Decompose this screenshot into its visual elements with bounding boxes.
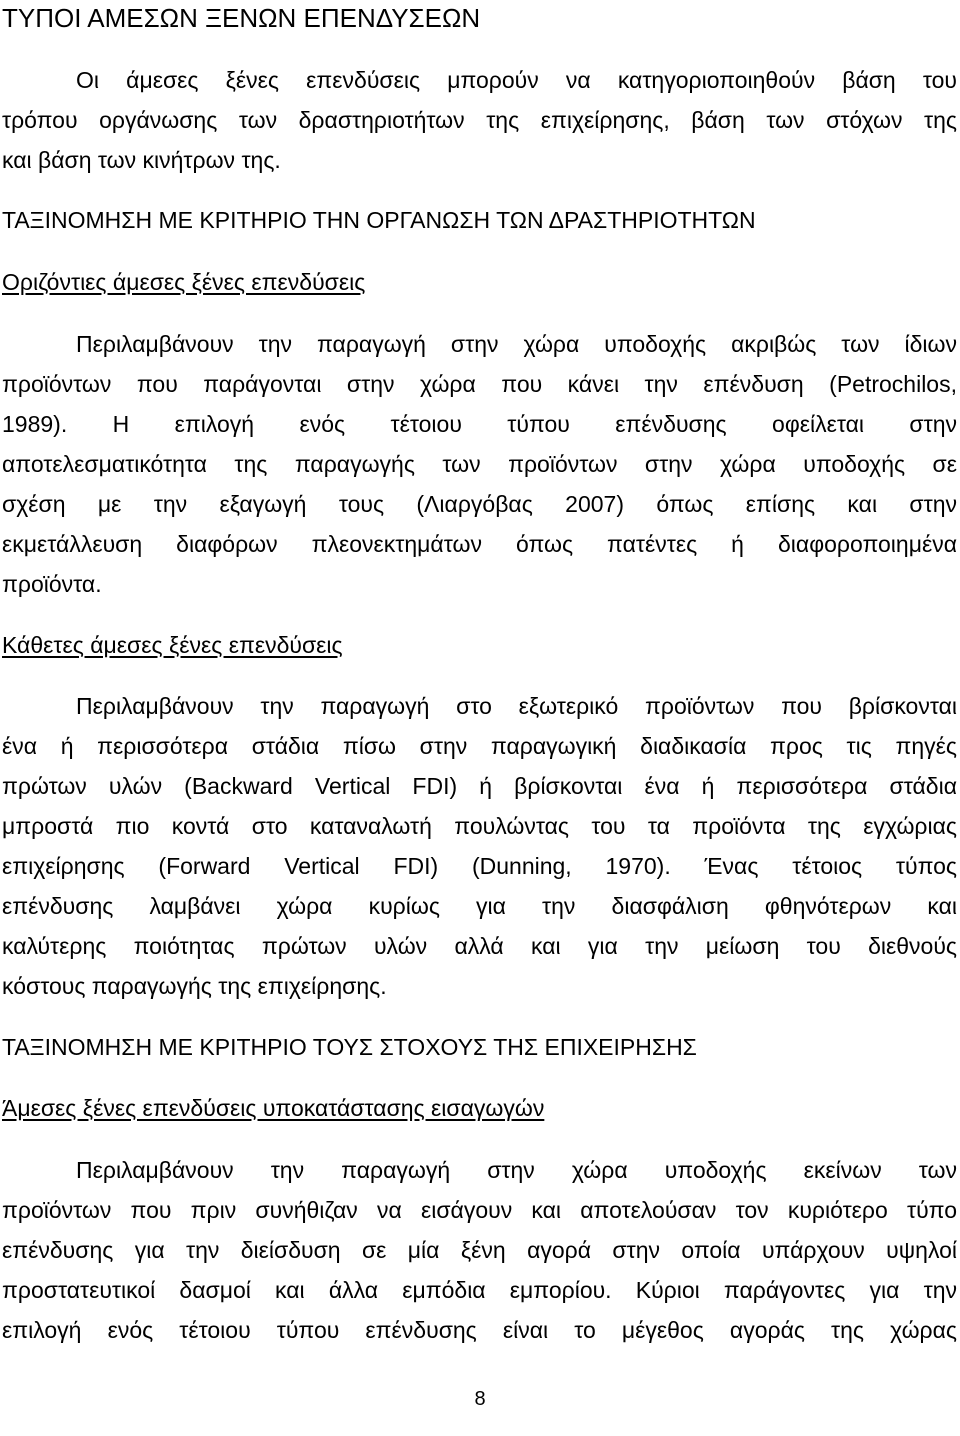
subsection-title-block <box>2 625 957 665</box>
subsection-title: Άμεσες ξένες επενδύσεις υποκατάστασης εισαγωγών <box>2 1095 545 1121</box>
paragraph-line: μπροστά πιο κοντά στο καταναλωτή πουλώντας του τα προϊόντα της εγχώριας <box>2 813 957 839</box>
paragraph-line: προϊόντων που παράγονται στην χώρα που κάνει την επένδυση (Petrochilos, <box>2 371 957 397</box>
paragraph-line: πρώτων υλών (Backward Vertical FDI) ή βρίσκονται ένα ή περισσότερα στάδια <box>2 773 957 799</box>
subsection-title: Κάθετες άμεσες ξένες επενδύσεις <box>2 632 343 658</box>
paragraph-line: Οι άμεσες ξένες επενδύσεις μπορούν να κατηγοριοποιηθούν βάση του <box>76 67 957 93</box>
paragraph-line: σχέση με την εξαγωγή τους (Λιαργόβας 2007) όπως επίσης και στην <box>2 491 957 517</box>
paragraph-line: επένδυσης για την διείσδυση σε μία ξένη αγορά στην οποία υπάρχουν υψηλοί <box>2 1237 957 1263</box>
section-heading: ΤΑΞΙΝΟΜΗΣΗ ΜΕ ΚΡΙΤΗΡΙΟ ΤΗΝ ΟΡΓΑΝΩΣΗ ΤΩΝ ΔΡΑΣΤΗΡΙΟΤΗΤΩΝ <box>2 207 756 233</box>
page-title: ΤΥΠΟΙ ΑΜΕΣΩΝ ΞΕΝΩΝ ΕΠΕΝΔΥΣΕΩΝ <box>2 3 481 33</box>
paragraph-line: Περιλαμβάνουν την παραγωγή στο εξωτερικό προϊόντων που βρίσκονται <box>76 693 957 719</box>
paragraph-line: κόστους παραγωγής της επιχείρησης. <box>2 973 387 999</box>
paragraph-line: εκμετάλλευση διαφόρων πλεονεκτημάτων όπως πατέντες ή διαφοροποιημένα <box>2 531 957 557</box>
subsection-title-block <box>2 1088 957 1128</box>
paragraph-line: προϊόντων που πριν συνήθιζαν να εισάγουν και αποτελούσαν τον κυριότερο τύπο <box>2 1197 957 1223</box>
paragraph-line: επένδυσης λαμβάνει χώρα κυρίως για την διασφάλιση φθηνότερων και <box>2 893 957 919</box>
paragraph <box>2 324 957 604</box>
page-number: 8 <box>474 1388 486 1410</box>
paragraph-line: προϊόντα. <box>2 571 102 597</box>
paragraph-line: αποτελεσματικότητα της παραγωγής των προϊόντων στην χώρα υποδοχής σε <box>2 451 957 477</box>
paragraph-line: 1989). Η επιλογή ενός τέτοιου τύπου επένδυσης οφείλεται στην <box>2 411 957 437</box>
paragraph-line: Περιλαμβάνουν την παραγωγή στην χώρα υποδοχής εκείνων των <box>76 1157 957 1183</box>
paragraph-line: ένα ή περισσότερα στάδια πίσω στην παραγωγική διαδικασία προς τις πηγές <box>2 733 957 759</box>
paragraph-line: τρόπου οργάνωσης των δραστηριοτήτων της επιχείρησης, βάση των στόχων της <box>2 107 957 133</box>
paragraph-line: Περιλαμβάνουν την παραγωγή στην χώρα υποδοχής ακριβώς των ίδιων <box>76 331 957 357</box>
section-heading-block <box>2 200 957 240</box>
paragraph-line: καλύτερης ποιότητας πρώτων υλών αλλά και για την μείωση του διεθνούς <box>2 933 957 959</box>
paragraph-line: επιλογή ενός τέτοιου τύπου επένδυσης είναι το μέγεθος αγοράς της χώρας <box>2 1317 957 1343</box>
subsection-title-block <box>2 262 957 302</box>
paragraph-line: και βάση των κινήτρων της. <box>2 147 281 173</box>
section-heading: ΤΑΞΙΝΟΜΗΣΗ ΜΕ ΚΡΙΤΗΡΙΟ ΤΟΥΣ ΣΤΟΧΟΥΣ ΤΗΣ ΕΠΙΧΕΙΡΗΣΗΣ <box>2 1034 697 1060</box>
paragraph <box>2 1150 957 1350</box>
intro-paragraph <box>2 60 957 180</box>
section-heading-block <box>2 1027 957 1067</box>
paragraph-line: προστατευτικοί δασμοί και άλλα εμπόδια εμπορίου. Κύριοι παράγοντες για την <box>2 1277 957 1303</box>
page-title-block <box>2 0 957 36</box>
paragraph-line: επιχείρησης (Forward Vertical FDI) (Dunning, 1970). Ένας τέτοιος τύπος <box>2 853 957 879</box>
subsection-title: Οριζόντιες άμεσες ξένες επενδύσεις <box>2 269 366 295</box>
paragraph <box>2 686 957 1006</box>
